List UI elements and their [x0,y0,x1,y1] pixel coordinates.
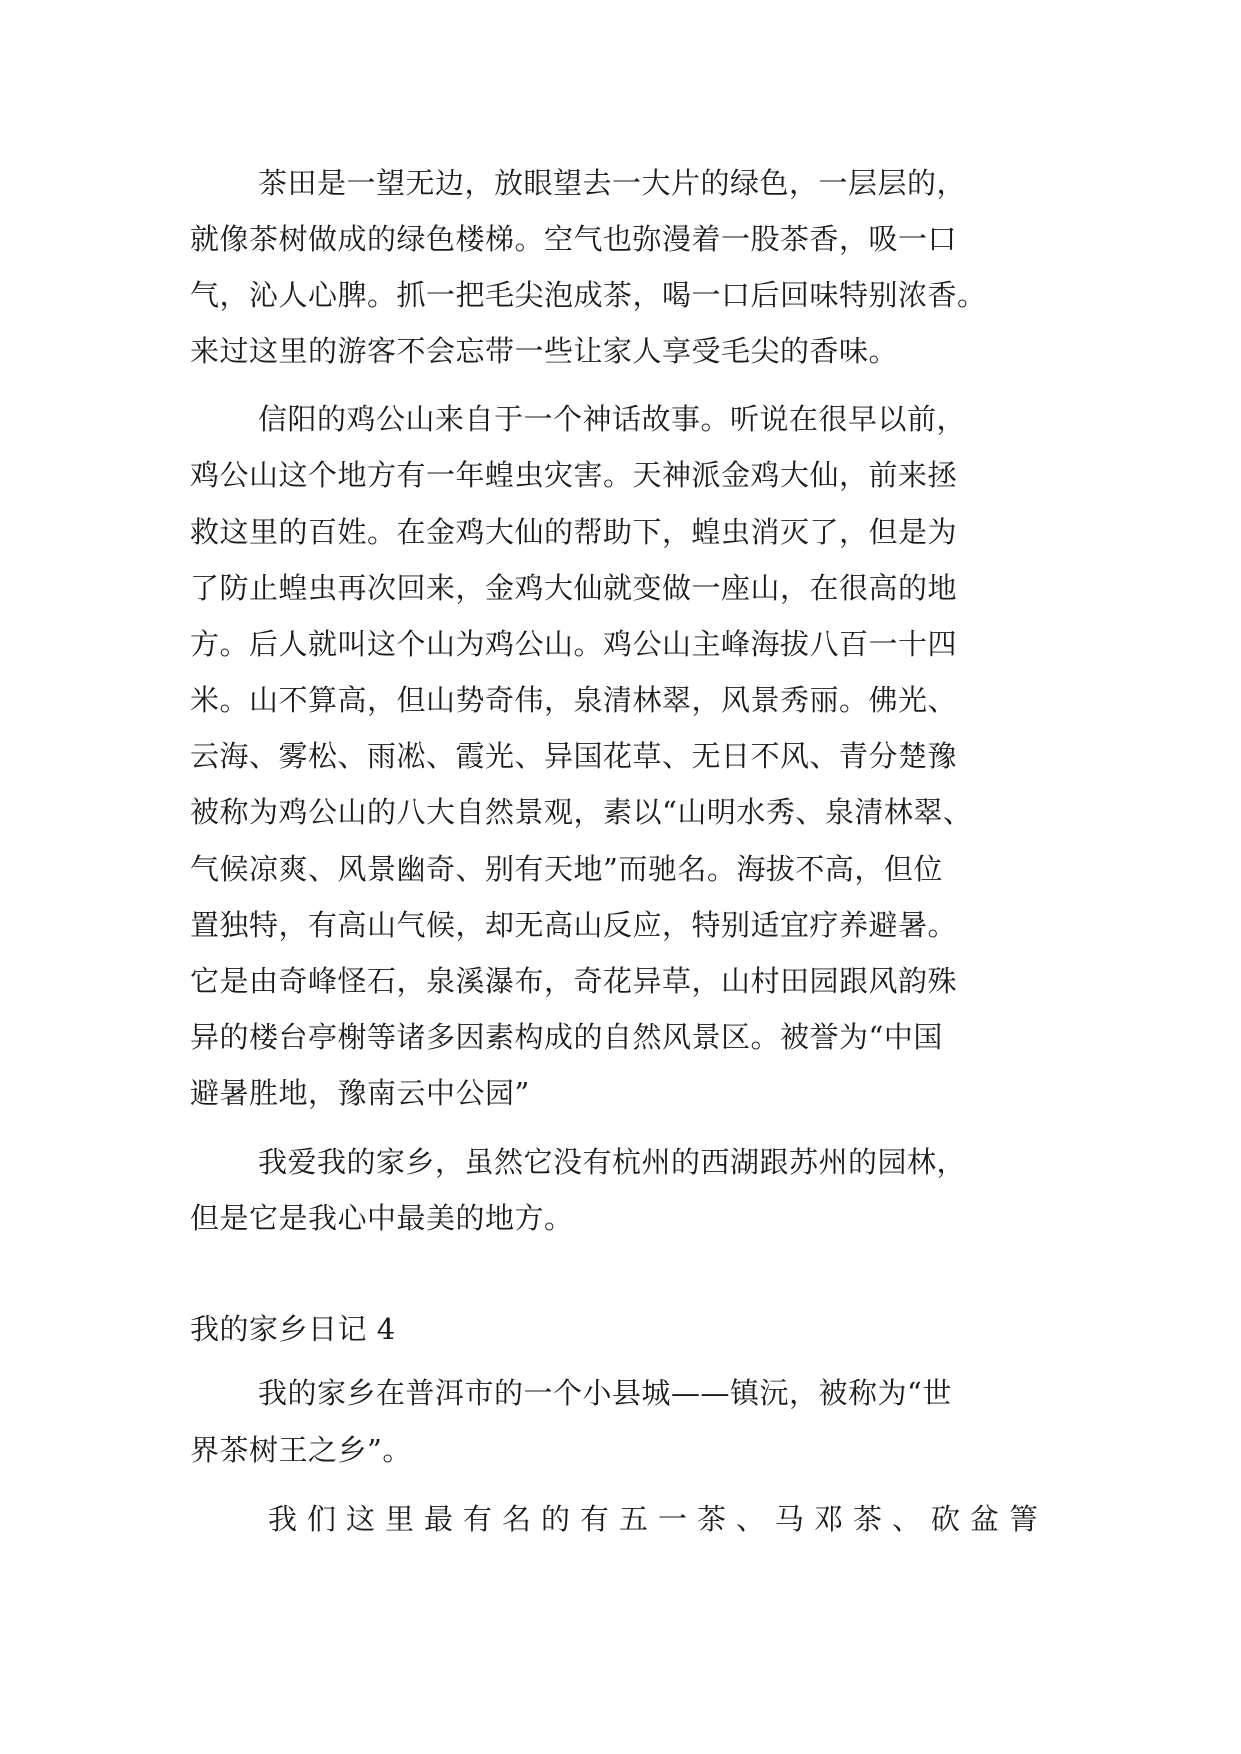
paragraph-line: 气候凉爽、风景幽奇、别有天地”而驰名。海拔不高，但位 [190,852,943,886]
paragraph-line: 被称为鸡公山的八大自然景观，素以“山明水秀、泉清林翠、 [190,795,973,829]
paragraph-line: 它是由奇峰怪石，泉溪瀑布，奇花异草，山村田园跟风韵殊 [190,964,958,998]
paragraph-line: 我的家乡在普洱市的一个小县城——镇沅，被称为“世 [258,1376,952,1410]
paragraph-line: 避暑胜地，豫南云中公园” [190,1076,530,1110]
paragraph-line: 异的楼台亭榭等诸多因素构成的自然风景区。被誉为“中国 [190,1020,943,1054]
paragraph-line: 但是它是我心中最美的地方。 [190,1201,574,1235]
paragraph-line: 了防止蝗虫再次回来，金鸡大仙就变做一座山，在很高的地 [190,571,958,605]
paragraph-line: 信阳的鸡公山来自于一个神话故事。听说在很早以前， [258,402,967,436]
paragraph-line: 方。后人就叫这个山为鸡公山。鸡公山主峰海拔八百一十四 [190,627,958,661]
paragraph-line: 我爱我的家乡，虽然它没有杭州的西湖跟苏州的园林， [258,1145,967,1179]
paragraph-line: 就像茶树做成的绿色楼梯。空气也弥漫着一股茶香，吸一口 [190,222,958,256]
paragraph-line: 鸡公山这个地方有一年蝗虫灾害。天神派金鸡大仙，前来拯 [190,458,958,492]
paragraph-line: 气，沁人心脾。抓一把毛尖泡成茶，喝一口后回味特别浓香。 [190,278,987,312]
paragraph-line: 置独特，有高山气候，却无高山反应，特别适宜疗养避暑。 [190,908,958,942]
paragraph-line: 界茶树王之乡”。 [190,1433,412,1467]
paragraph-line: 米。山不算高，但山势奇伟，泉清林翠，风景秀丽。佛光、 [190,683,958,717]
paragraph-line: 云海、雾松、雨凇、霞光、异国花草、无日不风、青分楚豫 [190,739,958,773]
paragraph-line: 我们这里最有名的有五一茶、马邓茶、砍盆箐 [268,1502,1049,1536]
paragraph-line: 救这里的百姓。在金鸡大仙的帮助下，蝗虫消灭了，但是为 [190,515,958,549]
section-heading: 我的家乡日记 4 [190,1312,396,1346]
paragraph-line: 来过这里的游客不会忘带一些让家人享受毛尖的香味。 [190,334,899,368]
paragraph-line: 茶田是一望无边，放眼望去一大片的绿色，一层层的， [258,166,967,200]
